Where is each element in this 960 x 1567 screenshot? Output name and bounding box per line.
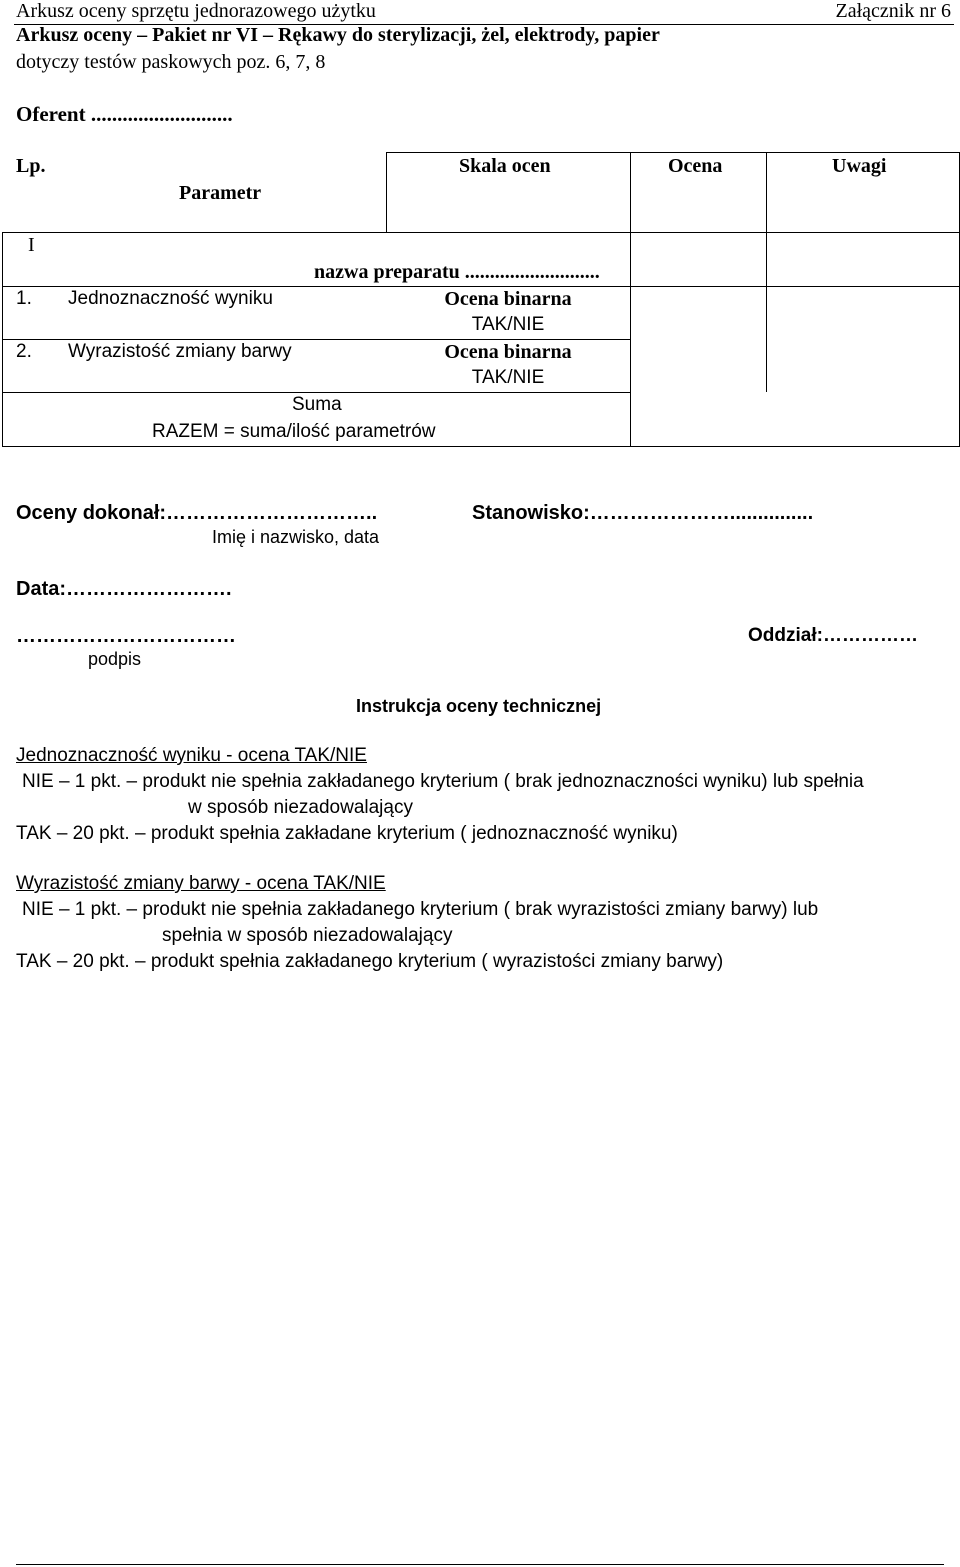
row-scale-values: TAK/NIE <box>471 314 545 335</box>
criterion-title: Wyrazistość zmiany barwy - ocena TAK/NIE <box>16 873 386 894</box>
table-line-col-parametr <box>386 152 387 232</box>
table-line-left <box>2 232 3 446</box>
instructions-heading: Instrukcja oceny technicznej <box>356 696 602 716</box>
table-line-suma-top <box>2 392 630 393</box>
row-scale-type: Ocena binarna <box>444 341 572 363</box>
department-field[interactable]: Oddział:…………… <box>748 625 918 646</box>
evaluator-field[interactable]: Oceny dokonał:………………………….. <box>16 502 378 524</box>
table-line-top <box>386 152 960 153</box>
col-header-ocena: Ocena <box>668 155 723 177</box>
criterion-line: TAK – 20 pkt. – produkt spełnia zakładane kryterium ( jednoznaczność wyniku) <box>16 823 678 844</box>
footer-rule <box>16 1564 944 1565</box>
razem-value-cell[interactable] <box>632 394 958 444</box>
suma-label: Suma <box>292 394 342 415</box>
table-line-row2-top <box>2 339 630 340</box>
signature-line[interactable]: …………………………… <box>16 625 236 647</box>
oferent-field[interactable]: Oferent ........................... <box>16 102 233 126</box>
criterion-line: NIE – 1 pkt. – produkt nie spełnia zakładanego kryterium ( brak wyrazistości zmiany barwy) lub <box>22 899 819 920</box>
signature-caption: podpis <box>88 649 142 669</box>
col-header-lp: Lp. <box>16 155 46 177</box>
table-line-col-ocena <box>766 152 767 392</box>
table-line-header-bottom <box>2 232 960 233</box>
document-subtitle: dotyczy testów paskowych poz. 6, 7, 8 <box>16 51 326 73</box>
header-document-type: Arkusz oceny sprzętu jednorazowego użytku <box>16 0 376 22</box>
row-ocena-cell[interactable] <box>632 341 764 391</box>
table-line-col-skala <box>630 152 631 446</box>
date-field[interactable]: Data:……………………. <box>16 578 232 600</box>
position-field[interactable]: Stanowisko:…………………............... <box>472 502 814 524</box>
row-parameter: Wyrazistość zmiany barwy <box>68 341 292 362</box>
col-header-parametr: Parametr <box>179 182 262 204</box>
razem-label: RAZEM = suma/ilość parametrów <box>152 421 436 442</box>
criterion-line: spełnia w sposób niezadowalający <box>162 925 453 946</box>
criterion-line: w sposób niezadowalający <box>188 797 413 818</box>
document-title: Arkusz oceny – Pakiet nr VI – Rękawy do sterylizacji, żel, elektrody, papier <box>16 24 660 46</box>
section-number: I <box>28 234 35 256</box>
row-parameter: Jednoznaczność wyniku <box>68 288 273 309</box>
row-number: 2. <box>16 341 32 362</box>
row-number: 1. <box>16 288 32 309</box>
row-scale-values: TAK/NIE <box>471 367 545 388</box>
row-ocena-cell[interactable] <box>632 288 764 338</box>
table-line-bottom <box>2 446 960 447</box>
criterion-title: Jednoznaczność wyniku - ocena TAK/NIE <box>16 745 367 766</box>
col-header-skala: Skala ocen <box>459 155 551 177</box>
table-line-row1-top <box>2 286 960 287</box>
col-header-uwagi: Uwagi <box>832 155 887 177</box>
criterion-line: TAK – 20 pkt. – produkt spełnia zakładanego kryterium ( wyrazistości zmiany barwy) <box>16 951 724 972</box>
evaluator-caption: Imię i nazwisko, data <box>212 527 380 547</box>
section-product-name[interactable]: nazwa preparatu ........................... <box>314 261 600 283</box>
row-scale-type: Ocena binarna <box>444 288 572 310</box>
header-attachment-number: Załącznik nr 6 <box>835 0 951 22</box>
criterion-line: NIE – 1 pkt. – produkt nie spełnia zakładanego kryterium ( brak jednoznaczności wyniku) lub spełnia <box>22 771 864 792</box>
